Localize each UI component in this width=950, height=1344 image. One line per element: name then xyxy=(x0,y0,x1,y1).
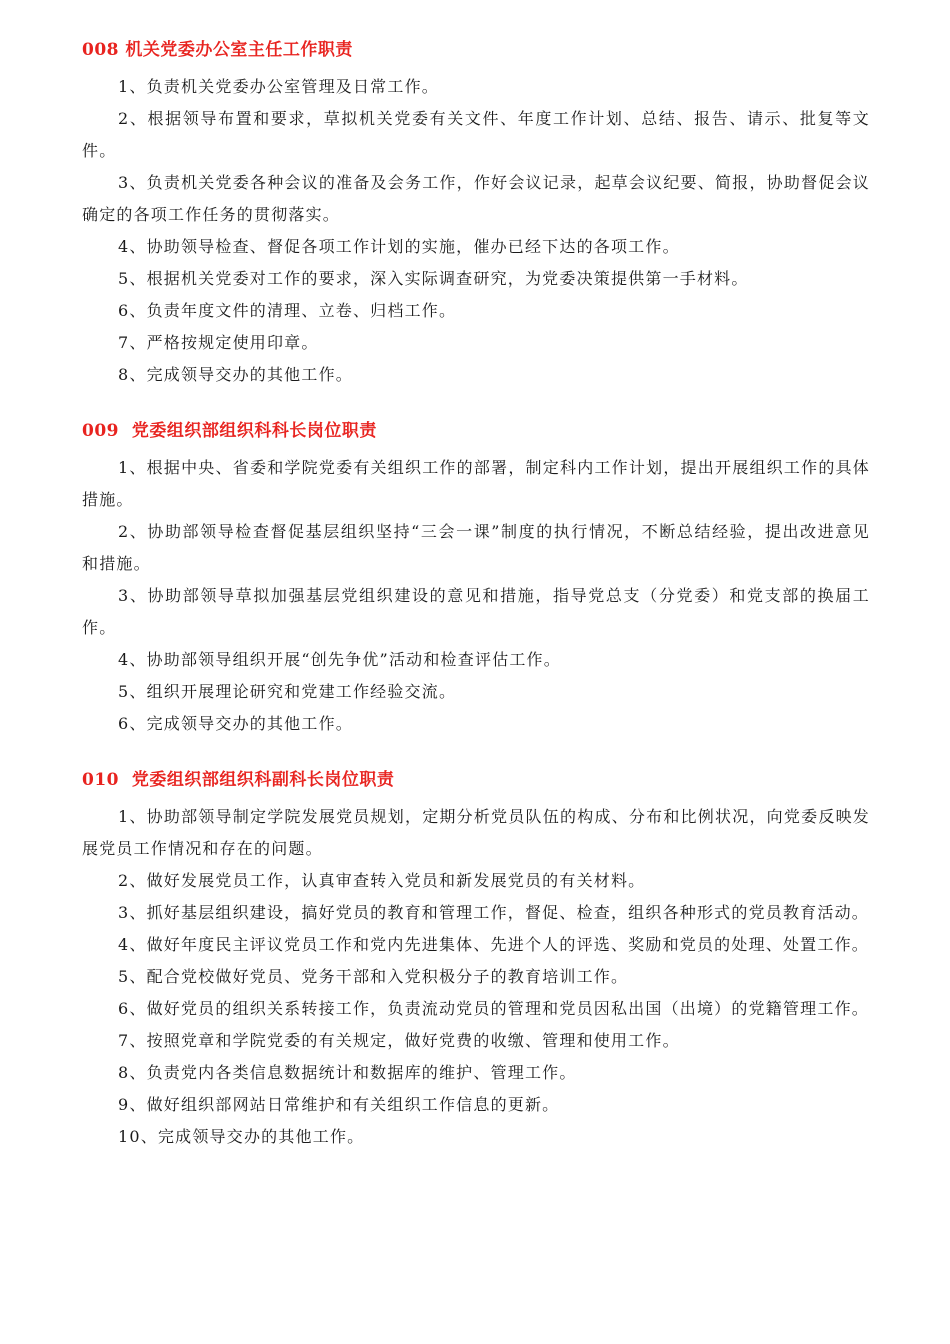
duty-item: 4、做好年度民主评议党员工作和党内先进集体、先进个人的评选、奖励和党员的处理、处置工作。 xyxy=(118,935,869,954)
document-page xyxy=(82,38,870,1181)
duty-item: 4、协助领导检查、督促各项工作计划的实施，催办已经下达的各项工作。 xyxy=(118,237,680,256)
duty-item: 1、协助部领导制定学院发展党员规划，定期分析党员队伍的构成、分布和比例状况，向党委反映发展党员工作情况和存在的问题。 xyxy=(82,807,870,858)
duty-item: 2、根据领导布置和要求，草拟机关党委有关文件、年度工作计划、总结、报告、请示、批复等文件。 xyxy=(82,109,870,160)
section-title: 010 党委组织部组织科副科长岗位职责 xyxy=(82,770,395,790)
duty-item: 9、做好组织部网站日常维护和有关组织工作信息的更新。 xyxy=(118,1095,560,1114)
section-010 xyxy=(82,768,870,1153)
duty-item: 7、按照党章和学院党委的有关规定，做好党费的收缴、管理和使用工作。 xyxy=(118,1031,680,1050)
duty-item: 8、完成领导交办的其他工作。 xyxy=(118,365,353,384)
duty-item: 10、完成领导交办的其他工作。 xyxy=(118,1127,365,1146)
section-008 xyxy=(82,38,870,391)
duty-item: 3、负责机关党委各种会议的准备及会务工作，作好会议记录，起草会议纪要、简报，协助督促会议确定的各项工作任务的贯彻落实。 xyxy=(82,173,870,224)
duty-item: 2、做好发展党员工作，认真审查转入党员和新发展党员的有关材料。 xyxy=(118,871,646,890)
duty-item: 5、配合党校做好党员、党务干部和入党积极分子的教育培训工作。 xyxy=(118,967,629,986)
duty-item: 1、负责机关党委办公室管理及日常工作。 xyxy=(118,77,439,96)
duty-item: 2、协助部领导检查督促基层组织坚持“三会一课”制度的执行情况，不断总结经验，提出改进意见和措施。 xyxy=(82,522,870,573)
section-009 xyxy=(82,419,870,740)
duty-item: 3、抓好基层组织建设，搞好党员的教育和管理工作，督促、检查，组织各种形式的党员教育活动。 xyxy=(118,903,869,922)
duty-item: 5、组织开展理论研究和党建工作经验交流。 xyxy=(118,682,457,701)
section-title: 008 机关党委办公室主任工作职责 xyxy=(82,40,353,60)
duty-item: 6、完成领导交办的其他工作。 xyxy=(118,714,353,733)
section-title: 009 党委组织部组织科科长岗位职责 xyxy=(82,421,377,441)
duty-item: 1、根据中央、省委和学院党委有关组织工作的部署，制定科内工作计划，提出开展组织工作的具体措施。 xyxy=(82,458,870,509)
duty-item: 5、根据机关党委对工作的要求，深入实际调查研究，为党委决策提供第一手材料。 xyxy=(118,269,749,288)
duty-item: 8、负责党内各类信息数据统计和数据库的维护、管理工作。 xyxy=(118,1063,577,1082)
duty-item: 6、负责年度文件的清理、立卷、归档工作。 xyxy=(118,301,457,320)
duty-item: 6、做好党员的组织关系转接工作，负责流动党员的管理和党员因私出国（出境）的党籍管理工作。 xyxy=(118,999,869,1018)
duty-item: 3、协助部领导草拟加强基层党组织建设的意见和措施，指导党总支（分党委）和党支部的换届工作。 xyxy=(82,586,870,637)
duty-item: 7、严格按规定使用印章。 xyxy=(118,333,319,352)
duty-item: 4、协助部领导组织开展“创先争优”活动和检查评估工作。 xyxy=(118,650,561,669)
